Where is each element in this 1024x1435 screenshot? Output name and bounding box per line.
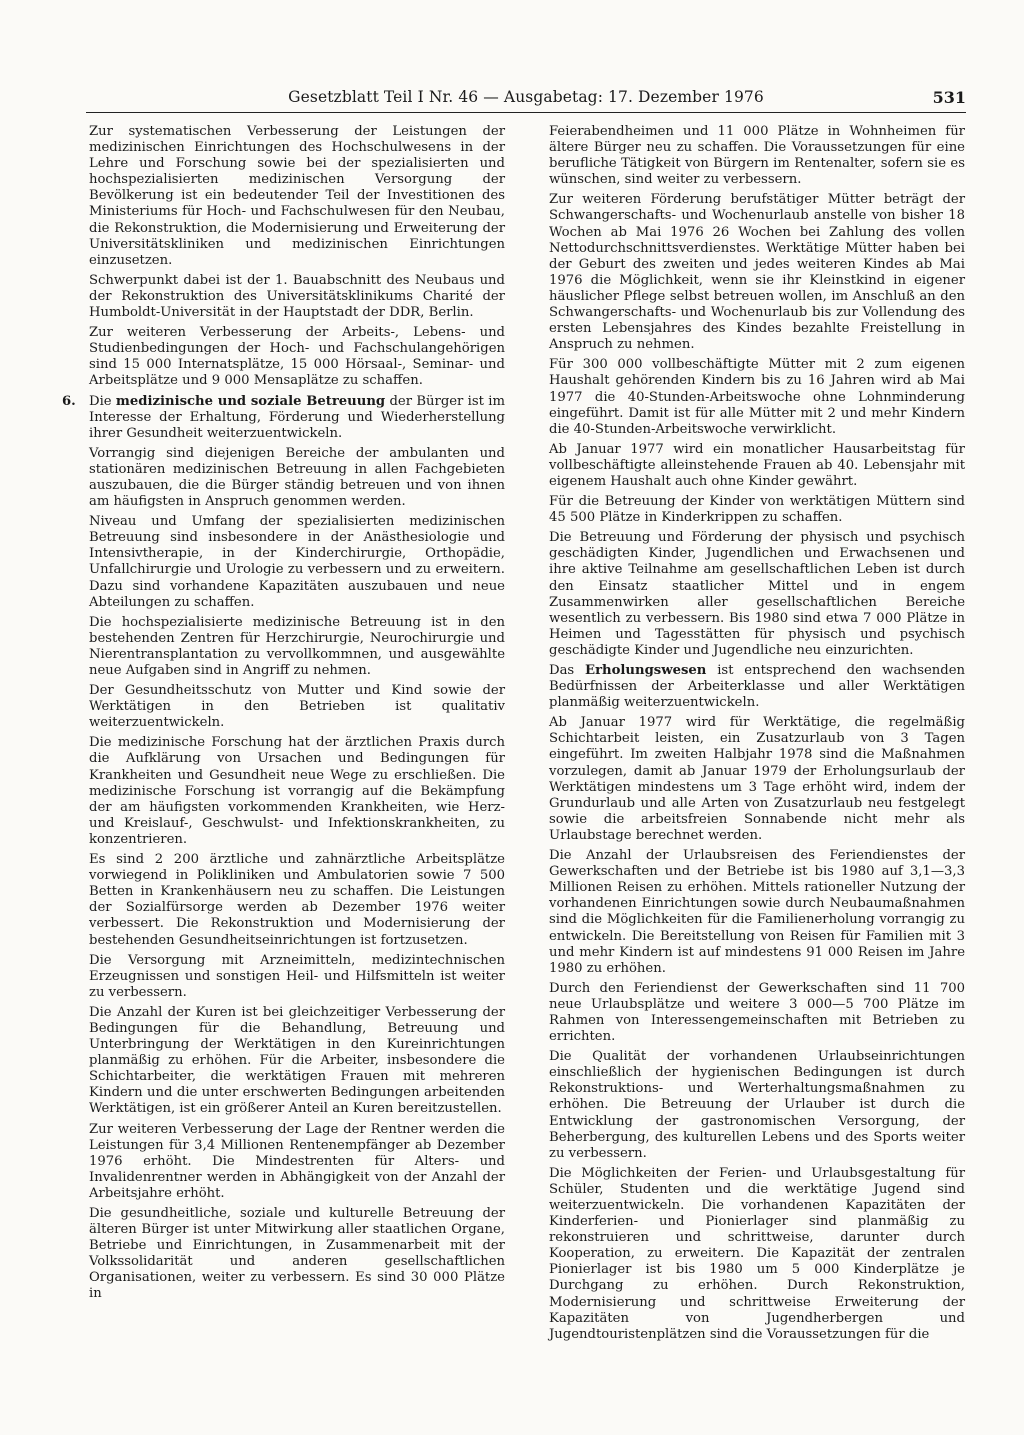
paragraph-lead: Das (549, 663, 575, 678)
paragraph: Die Anzahl der Urlaubsreisen des Feriendienstes der Gewerkschaften und der Betriebe ist bis 1980 auf 3,1—3,3 Millionen Reisen zu erhöhen. Mittels rationeller Nutzung der vorhandenen Einrichtungen sowie durch Neubaumaßnahmen sind die Möglichkeiten für die Familienerholung vorrangig zu entwickeln. Die Bereitstellung von Reisen für Familien mit 3 und mehr Kindern ist auf mindestens 91 000 Reisen im Jahre 1980 zu erhöhen. (549, 848, 965, 976)
paragraph: Vorrangig sind diejenigen Bereiche der ambulanten und stationären medizinischen Betreuung in allen Fachgebieten auszubauen, die die Bürger ständig betreuen und von ihnen am häufigsten in Anspruch genommen werden. (89, 445, 505, 510)
paragraph: Zur weiteren Verbesserung der Lage der Rentner werden die Leistungen für 3,4 Millionen Rentenempfänger ab Dezember 1976 erhöht. Die Mindestrenten für Alters- und Invalidenrentner werden in Abhängigkeit von der Anzahl der Arbeitsjahre erhöht. (89, 1121, 505, 1201)
paragraph: Die Betreuung und Förderung der physisch und psychisch geschädigten Kinder, Jugendlichen und Erwachsenen und ihre aktive Teilnahme am gesellschaftlichen Leben ist durch den Einsatz staatlicher Mittel und in engem Zusammenwirken aller gesellschaftlichen Bereiche wesentlich zu verbessern. Bis 1980 sind etwa 7 000 Plätze in Heimen und Tagesstätten für physisch und psychisch geschädigte Kinder und Jugendliche neu einzurichten. (549, 530, 965, 658)
paragraph: Die Möglichkeiten der Ferien- und Urlaubsgestaltung für Schüler, Studenten und die werktätige Jugend sind weiterzuentwickeln. Die vorhandenen Kapazitäten der Kinderferien- und Pionierlager sind planmäßig zu rekonstruieren und schrittweise, darunter durch Kooperation, zu erweitern. Die Kapazität der zentralen Pionierlager ist bis 1980 um 5 000 Kinderplätze je Durchgang zu erhöhen. Durch Rekonstruktion, Modernisierung und schrittweise Erweiterung der Kapazitäten von Jugendherbergen und Jugendtouristenplätzen sind die Voraussetzungen für die (549, 1165, 965, 1342)
paragraph: Für 300 000 vollbeschäftigte Mütter mit 2 zum eigenen Haushalt gehörenden Kindern bis zu 16 Jahren wird ab Mai 1977 die 40-Stunden-Arbeitswoche ohne Lohnminderung eingeführt. Damit ist für alle Mütter mit 2 und mehr Kindern die 40-Stunden-Arbeitswoche verwirklicht. (549, 357, 965, 437)
paragraph-text: der Bürger ist im Interesse der Erhaltung, Förderung und Wiederherstellung ihrer Gesundheit weiterzuentwickeln. (89, 393, 505, 441)
header-rule (86, 112, 966, 113)
paragraph: Niveau und Umfang der spezialisierten medizinischen Betreuung sind insbesondere in der Anästhesiologie und Intensivtherapie, in der Kinderchirurgie, Orthopädie, Unfallchirurgie und Urologie zu verbessern und zu erweitern. Dazu sind vorhandene Kapazitäten auszubauen und neue Abteilungen zu schaffen. (89, 514, 505, 610)
paragraph: Die gesundheitliche, soziale und kulturelle Betreuung der älteren Bürger ist unter Mitwirkung aller staatlichen Organe, Betriebe und Einrichtungen, in Zusammenarbeit mit der Volkssolidarität und anderen gesellschaftlichen Organisationen, weiter zu verbessern. Es sind 30 000 Plätze in (89, 1206, 505, 1302)
paragraph: Die Qualität der vorhandenen Urlaubseinrichtungen einschließlich der hygienischen Bedingungen ist durch Rekonstruktions- und Werterhaltungsmaßnahmen zu erhöhen. Die Betreuung der Urlauber ist durch die Entwicklung der gastronomischen Versorgung, der Beherbergung, des kulturellen Lebens und des Sports weiter zu verbessern. (549, 1049, 965, 1161)
header-title: Gesetzblatt Teil I Nr. 46 — Ausgabetag: 17. Dezember 1976 (288, 88, 764, 106)
bold-term: Erholungswesen (585, 663, 707, 678)
paragraph: Ab Januar 1977 wird für Werktätige, die regelmäßig Schichtarbeit leisten, ein Zusatzurlaub von 3 Tagen eingeführt. Im zweiten Halbjahr 1978 sind die Maßnahmen vorzulegen, damit ab Januar 1979 der Erholungsurlaub der Werktätigen mindestens um 3 Tage erhöht wird, indem der Grundurlaub und alle Arten von Zusatzurlaub neu festgelegt sowie die arbeitsfreien Sonnabende nicht mehr als Urlaubstage berechnet werden. (549, 715, 965, 843)
paragraph: Der Gesundheitsschutz von Mutter und Kind sowie der Werktätigen in den Betrieben ist qualitativ weiterzuentwickeln. (89, 683, 505, 731)
page-header (86, 88, 966, 110)
paragraph: Ab Januar 1977 wird ein monatlicher Hausarbeitstag für vollbeschäftigte alleinstehende Frauen ab 40. Lebensjahr mit eigenem Haushalt auch ohne Kinder gewährt. (549, 441, 965, 489)
paragraph: Durch den Feriendienst der Gewerkschaften sind 11 700 neue Urlaubsplätze und weitere 3 000—5 700 Plätze im Rahmen von Interessengemeinschaften mit Betrieben zu errichten. (549, 980, 965, 1045)
paragraph: Die Anzahl der Kuren ist bei gleichzeitiger Verbesserung der Bedingungen für die Behandlung, Betreuung und Unterbringung der Werktätigen in den Kureinrichtungen planmäßig zu erhöhen. Für die Arbeiter, insbesondere die Schichtarbeiter, die werktätigen Frauen mit mehreren Kindern und die unter erschwerten Bedingungen arbeitenden Werktätigen, ist ein größerer Anteil an Kuren bereitzustellen. (89, 1004, 505, 1117)
paragraph-text: ist entsprechend den wachsenden Bedürfnissen der Arbeiterklasse und aller Werktätigen planmäßig weiterzuentwickeln. (549, 663, 965, 711)
paragraph: Die hochspezialisierte medizinische Betreuung ist in den bestehenden Zentren für Herzchirurgie, Neurochirurgie und Nierentransplantation zu vervollkommnen, und ausgewählte neue Aufgaben sind in Angriff zu nehmen. (89, 614, 505, 678)
paragraph-lead: Die (89, 393, 112, 409)
paragraph: Zur weiteren Förderung berufstätiger Mütter beträgt der Schwangerschafts- und Wochenurlaub anstelle von bisher 18 Wochen ab Mai 1976 26 Wochen bei Zahlung des vollen Nettodurchschnittsverdienstes. Werktätige Mütter haben bei der Geburt des zweiten und jedes weiteren Kindes ab Mai 1976 die Möglichkeit, wenn sie ihr Kleinstkind in eigener häuslicher Pflege selbst betreuen wollen, im Anschluß an den Schwangerschafts- und Wochenurlaub bis zur Vollendung des ersten Lebensjahres des Kindes bezahlte Freistellung in Anspruch zu nehmen. (549, 192, 965, 353)
bold-term: medizinische und soziale Betreuung (115, 393, 386, 409)
paragraph: Die medizinische Forschung hat der ärztlichen Praxis durch die Aufklärung von Ursachen und Bedingungen für Krankheiten und Gesundheit neue Wege zu erschließen. Die medizinische Forschung ist vorrangig auf die Bekämpfung der am häufigsten vorkommenden Krankheiten, wie Herz- und Kreislauf-, Geschwulst- und Infektionskrankheiten, zu konzentrieren. (89, 735, 505, 847)
paragraph: Für die Betreuung der Kinder von werktätigen Müttern sind 45 500 Plätze in Kinderkrippen zu schaffen. (549, 494, 965, 526)
paragraph: Zur weiteren Verbesserung der Arbeits-, Lebens- und Studienbedingungen der Hoch- und Fachschulangehörigen sind 15 000 Internatsplätze, 15 000 Hörsaal-, Seminar- und Arbeitsplätze und 9 000 Mensaplätze zu schaffen. (89, 325, 505, 389)
paragraph: Zur systematischen Verbesserung der Leistungen der medizinischen Einrichtungen des Hochschulwesens in der Lehre und Forschung sowie bei der spezialisierten und hochspezialisierten medizinischen Versorgung der Bevölkerung ist ein bedeutender Teil der Investitionen des Ministeriums für Hoch- und Fachschulwesen für den Neubau, die Rekonstruktion, die Modernisierung und Erweiterung der Universitätskliniken und medizinischen Einrichtungen einzusetzen. (89, 124, 505, 268)
section-number: 6. (62, 393, 76, 409)
numbered-paragraph (62, 393, 505, 442)
paragraph: Es sind 2 200 ärztliche und zahnärztliche Arbeitsplätze vorwiegend in Polikliniken und Ambulatorien sowie 7 500 Betten in Krankenhäusern neu zu schaffen. Die Leistungen der Sozialfürsorge werden ab Dezember 1976 weiter verbessert. Die Rekonstruktion und Modernisierung der bestehenden Gesundheitseinrichtungen ist fortzusetzen. (89, 852, 505, 948)
page-number: 531 (932, 88, 966, 107)
left-column (62, 124, 505, 1307)
paragraph: Die Versorgung mit Arzneimitteln, medizintechnischen Erzeugnissen und sonstigen Heil- und Hilfsmitteln ist weiter zu verbessern. (89, 952, 505, 1000)
paragraph: Schwerpunkt dabei ist der 1. Bauabschnitt des Neubaus und der Rekonstruktion des Universitätsklinikums Charité der Humboldt-Universität in der Hauptstadt der DDR, Berlin. (89, 272, 505, 321)
paragraph (549, 663, 965, 711)
right-column (549, 124, 965, 1347)
paragraph: Feierabendheimen und 11 000 Plätze in Wohnheimen für ältere Bürger neu zu schaffen. Die Voraussetzungen für eine berufliche Tätigkeit von Bürgern im Rentenalter, sofern sie es wünschen, sind weiter zu verbessern. (549, 124, 965, 188)
